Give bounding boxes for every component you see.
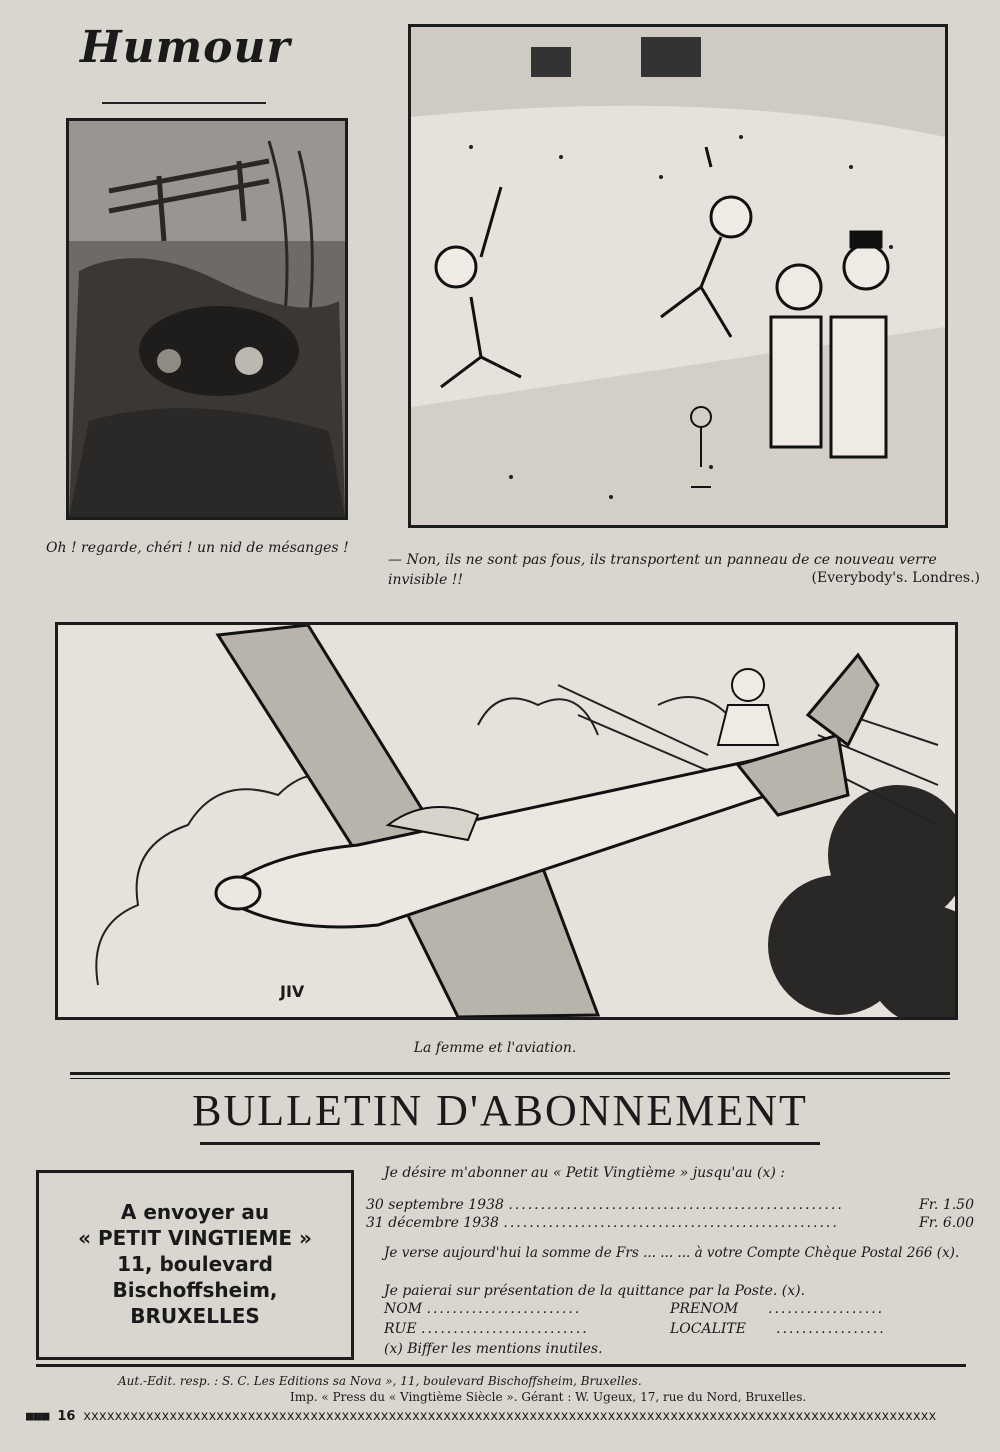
option-until: 31 décembre 1938 <box>366 1215 499 1231</box>
birds-nest-caption: Oh ! regarde, chéri ! un nid de mésanges ! <box>46 540 349 556</box>
address-line-5: BRUXELLES <box>130 1304 260 1328</box>
page-title: Humour <box>80 22 291 73</box>
publisher-line: Aut.-Edit. resp. : S. C. Les Editions sa Nova », 11, boulevard Bischoffsheim, Bruxelles. <box>118 1374 642 1388</box>
invisible-glass-caption: — Non, ils ne sont pas fous, ils transportent un panneau de ce nouveau verre invisible !! <box>388 552 937 588</box>
option-price: Fr. 6.00 <box>919 1215 974 1231</box>
field-prenom-label: PRENOM <box>670 1301 739 1317</box>
address-row <box>384 1320 974 1338</box>
leader-dots: .................................................... <box>503 1215 839 1231</box>
field-localite-label: LOCALITE <box>670 1321 746 1337</box>
bulletin-underline <box>200 1142 820 1145</box>
name-row <box>384 1300 974 1318</box>
birds-nest-illustration <box>69 121 345 517</box>
invisible-glass-illustration <box>411 27 945 525</box>
address-line-3: 11, boulevard <box>117 1252 273 1276</box>
address-line-4: Bischoffsheim, <box>112 1278 278 1302</box>
field-nom-label: NOM <box>384 1301 423 1317</box>
field-rue-input[interactable]: .......................... <box>421 1321 589 1337</box>
option-row-december[interactable] <box>366 1214 974 1232</box>
mailing-address-box <box>36 1170 354 1360</box>
invisible-glass-source: (Everybody's. Londres.) <box>811 570 980 586</box>
field-rue-label: RUE <box>384 1321 417 1337</box>
form-note: (x) Biffer les mentions inutiles. <box>384 1341 603 1357</box>
page-number: 16 <box>57 1409 76 1424</box>
footer-divider <box>36 1364 966 1367</box>
section-divider-thin <box>70 1078 950 1079</box>
printer-line: Imp. « Press du « Vingtième Siècle ». Gérant : W. Ugeux, 17, rue du Nord, Bruxelles. <box>290 1390 807 1404</box>
ornament-left: ■■■ <box>26 1409 50 1424</box>
aviation-illustration <box>58 625 955 1017</box>
option-until: 30 septembre 1938 <box>366 1197 504 1213</box>
field-prenom-input[interactable]: .................. <box>768 1301 885 1317</box>
birds-nest-cartoon <box>66 118 348 520</box>
option-price: Fr. 1.50 <box>919 1197 974 1213</box>
invisible-glass-cartoon <box>408 24 948 528</box>
address-line-2: « PETIT VINGTIEME » <box>78 1226 312 1250</box>
ornament-chain: xxxxxxxxxxxxxxxxxxxxxxxxxxxxxxxxxxxxxxxxxxxxxxxxxxxxxxxxxxxxxxxxxxxxxxxxxxxxxxxxxxxxxxxxxxxxxxxxxxxxxxxxxxxxx <box>83 1409 937 1424</box>
payment-transfer[interactable]: Je verse aujourd'hui la somme de Frs ... ... ... à votre Compte Chèque Postal 266 (x). <box>384 1245 960 1261</box>
bulletin-heading: BULLETIN D'ABONNEMENT <box>192 1086 808 1135</box>
field-nom-input[interactable]: ........................ <box>426 1301 582 1317</box>
aviation-signature: JIV <box>280 982 305 1001</box>
option-row-september[interactable] <box>366 1196 974 1214</box>
section-divider <box>70 1072 950 1075</box>
decorative-border <box>26 1408 966 1426</box>
field-localite-input[interactable]: ................. <box>776 1321 886 1337</box>
payment-on-delivery[interactable]: Je paierai sur présentation de la quittance par la Poste. (x). <box>384 1283 806 1299</box>
address-line-1: A envoyer au <box>120 1200 270 1224</box>
aviation-caption: La femme et l'aviation. <box>413 1040 577 1056</box>
aviation-cartoon <box>55 622 958 1020</box>
leader-dots: .................................................... <box>508 1197 844 1213</box>
subscription-intro: Je désire m'abonner au « Petit Vingtième » jusqu'au (x) : <box>384 1165 785 1181</box>
title-underline <box>102 102 266 104</box>
